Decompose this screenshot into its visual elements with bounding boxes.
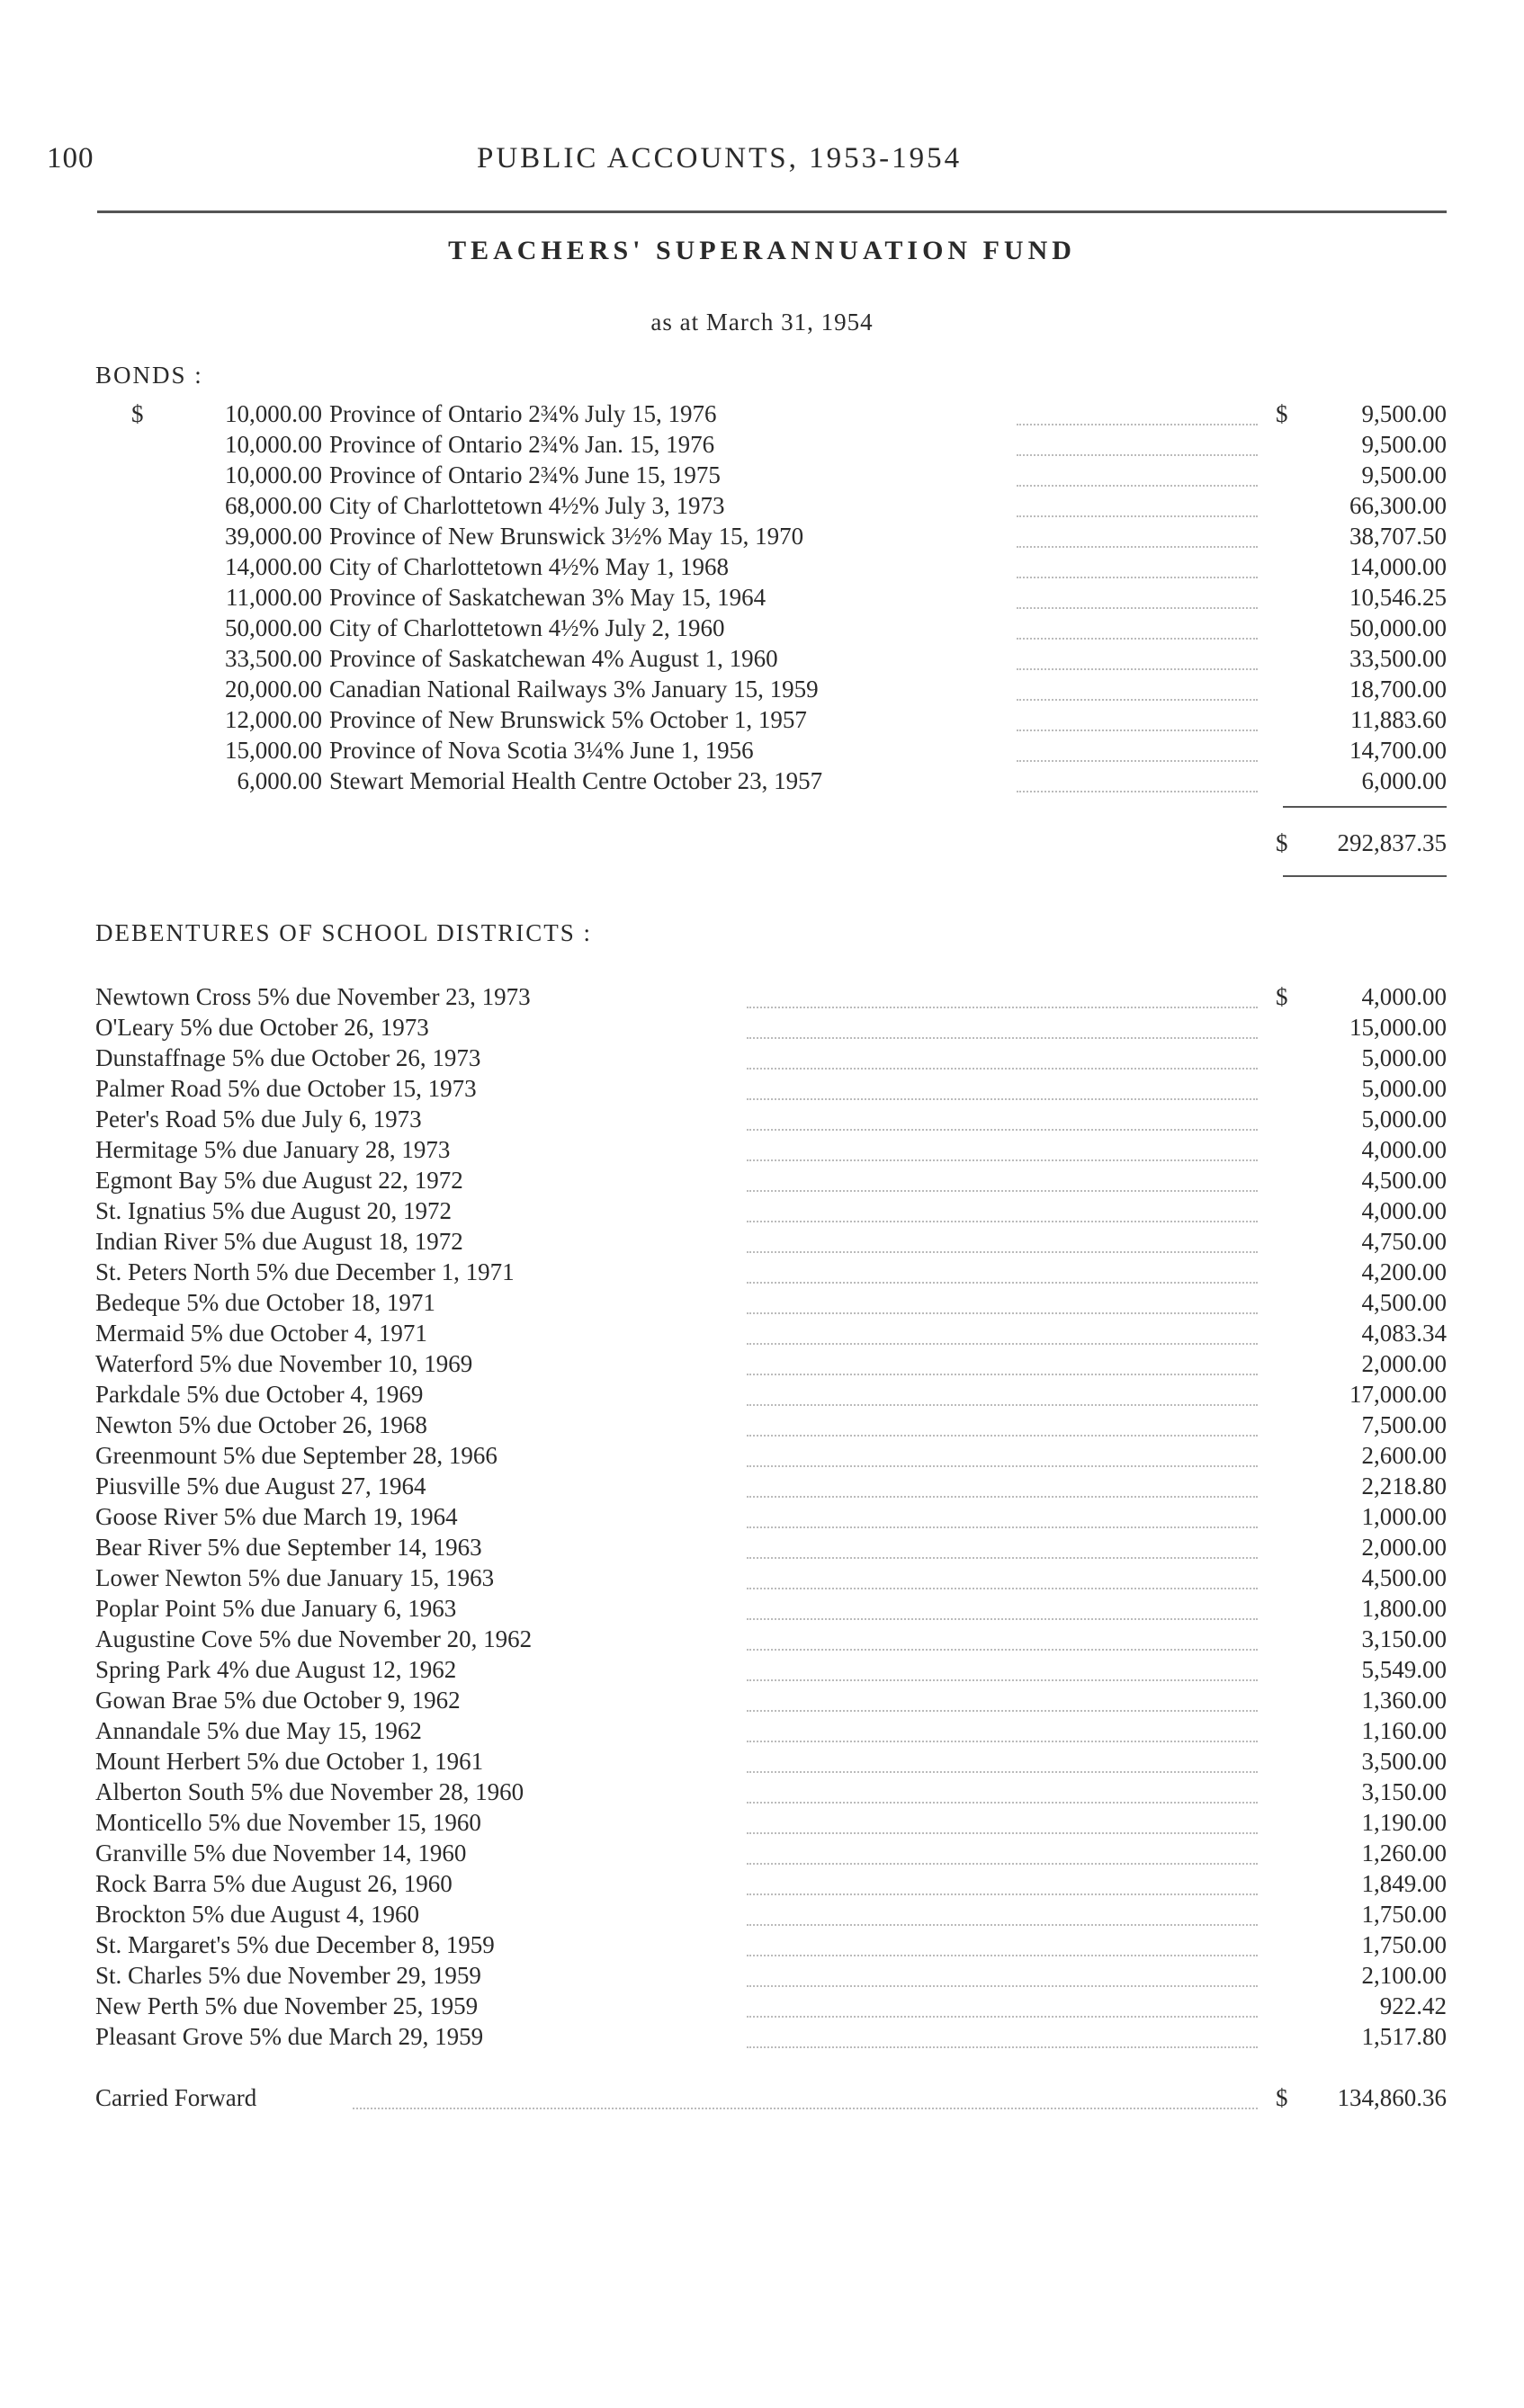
debenture-description: Spring Park 4% due August 12, 1962 (95, 1656, 457, 1683)
leader-dots (747, 1312, 1258, 1314)
bond-book-value: 66,300.00 (1349, 492, 1447, 519)
debenture-description: Lower Newton 5% due January 15, 1963 (95, 1564, 495, 1591)
bond-book-value: 38,707.50 (1349, 523, 1447, 550)
leader-dots (747, 1985, 1258, 1987)
bonds-total-currency: $ (1276, 829, 1288, 856)
debenture-description: St. Charles 5% due November 29, 1959 (95, 1962, 481, 1989)
bond-book-value: 6,000.00 (1361, 767, 1447, 794)
leader-dots (1017, 424, 1258, 425)
debenture-value: 3,500.00 (1361, 1748, 1447, 1775)
debenture-description: Hermitage 5% due January 28, 1973 (95, 1136, 451, 1163)
leader-dots (353, 2108, 1258, 2109)
debenture-value: 2,218.80 (1361, 1473, 1447, 1499)
bond-description: City of Charlottetown 4½% May 1, 1968 (329, 553, 729, 580)
bond-book-value: 14,000.00 (1349, 553, 1447, 580)
debenture-value: 4,000.00 (1361, 1136, 1447, 1163)
debenture-value: 2,000.00 (1361, 1350, 1447, 1377)
leader-dots (1017, 607, 1258, 609)
bond-description: City of Charlottetown 4½% July 2, 1960 (329, 614, 725, 641)
debenture-row (0, 1472, 1524, 1501)
leader-dots (747, 1404, 1258, 1406)
leader-dots (1017, 699, 1258, 701)
bond-description: Province of New Brunswick 5% October 1, 1957 (329, 706, 807, 733)
bond-description: City of Charlottetown 4½% July 3, 1973 (329, 492, 725, 519)
debenture-row (0, 1196, 1524, 1226)
debenture-row (0, 1992, 1524, 2021)
leader-dots (747, 1557, 1258, 1559)
debenture-value: 5,549.00 (1361, 1656, 1447, 1683)
debenture-description: Newtown Cross 5% due November 23, 1973 (95, 983, 531, 1010)
debenture-row (0, 982, 1524, 1012)
debenture-description: Newton 5% due October 26, 1968 (95, 1411, 427, 1438)
debenture-description: Pleasant Grove 5% due March 29, 1959 (95, 2023, 484, 2050)
leader-dots (747, 1251, 1258, 1253)
header-rule (97, 210, 1447, 213)
leader-dots (747, 1955, 1258, 1956)
carried-forward-label: Carried Forward (95, 2084, 257, 2111)
debenture-value: 4,000.00 (1361, 1197, 1447, 1224)
debenture-value: 2,100.00 (1361, 1962, 1447, 1989)
debenture-description: Brockton 5% due August 4, 1960 (95, 1901, 419, 1928)
debenture-value: 1,517.80 (1361, 2023, 1447, 2050)
debenture-row (0, 1930, 1524, 1960)
debenture-value: 4,083.34 (1361, 1320, 1447, 1347)
bond-face-value: 33,500.00 (225, 645, 322, 672)
bond-row (0, 613, 1524, 643)
debenture-row (0, 1747, 1524, 1777)
debenture-row (0, 1288, 1524, 1318)
debenture-description: Goose River 5% due March 19, 1964 (95, 1503, 458, 1530)
debenture-row (0, 2022, 1524, 2052)
debenture-row (0, 1808, 1524, 1838)
debenture-description: Annandale 5% due May 15, 1962 (95, 1717, 422, 1744)
bond-face-currency: $ (131, 400, 144, 427)
debenture-currency: $ (1276, 983, 1288, 1010)
fund-date: as at March 31, 1954 (650, 309, 874, 336)
bond-book-value: 18,700.00 (1349, 676, 1447, 703)
bond-description: Province of Saskatchewan 3% May 15, 1964 (329, 584, 766, 611)
leader-dots (1017, 638, 1258, 640)
debenture-description: Augustine Cove 5% due November 20, 1962 (95, 1625, 533, 1652)
leader-dots (1017, 515, 1258, 517)
debenture-value: 1,849.00 (1361, 1870, 1447, 1897)
debenture-value: 4,500.00 (1361, 1289, 1447, 1316)
debenture-value: 1,360.00 (1361, 1687, 1447, 1714)
debenture-description: Greenmount 5% due September 28, 1966 (95, 1442, 498, 1469)
bond-row (0, 766, 1524, 796)
leader-dots (747, 1893, 1258, 1895)
bond-face-value: 11,000.00 (226, 584, 322, 611)
bond-face-value: 10,000.00 (225, 431, 322, 458)
debenture-description: Gowan Brae 5% due October 9, 1962 (95, 1687, 461, 1714)
bond-row (0, 552, 1524, 582)
debenture-row (0, 1686, 1524, 1715)
debenture-row (0, 1777, 1524, 1807)
debenture-value: 1,160.00 (1361, 1717, 1447, 1744)
carried-forward-value: 134,860.36 (1337, 2084, 1447, 2111)
leader-dots (1017, 730, 1258, 731)
bond-description: Canadian National Railways 3% January 15, 1959 (329, 676, 819, 703)
bond-face-value: 15,000.00 (225, 737, 322, 764)
leader-dots (747, 1343, 1258, 1345)
debenture-description: St. Ignatius 5% due August 20, 1972 (95, 1197, 452, 1224)
debenture-row (0, 1502, 1524, 1532)
debenture-value: 4,750.00 (1361, 1228, 1447, 1255)
debenture-value: 5,000.00 (1361, 1075, 1447, 1102)
debenture-value: 7,500.00 (1361, 1411, 1447, 1438)
debenture-row (0, 1135, 1524, 1165)
debenture-row (0, 1563, 1524, 1593)
leader-dots (747, 2046, 1258, 2048)
debenture-value: 3,150.00 (1361, 1625, 1447, 1652)
debenture-description: Bedeque 5% due October 18, 1971 (95, 1289, 435, 1316)
debenture-description: Egmont Bay 5% due August 22, 1972 (95, 1167, 463, 1194)
bond-face-value: 20,000.00 (225, 676, 322, 703)
debenture-description: Monticello 5% due November 15, 1960 (95, 1809, 481, 1836)
bond-value-currency: $ (1276, 400, 1288, 427)
debenture-description: St. Margaret's 5% due December 8, 1959 (95, 1931, 495, 1958)
leader-dots (747, 1924, 1258, 1926)
debenture-row (0, 1625, 1524, 1654)
bond-book-value: 33,500.00 (1349, 645, 1447, 672)
fund-title: TEACHERS' SUPERANNUATION FUND (448, 236, 1076, 265)
debenture-row (0, 1043, 1524, 1073)
debenture-row (0, 1961, 1524, 1991)
debenture-row (0, 1594, 1524, 1624)
debenture-description: New Perth 5% due November 25, 1959 (95, 1992, 479, 2019)
debenture-row (0, 1319, 1524, 1348)
leader-dots (747, 1282, 1258, 1284)
bond-row (0, 644, 1524, 674)
bond-face-value: 14,000.00 (225, 553, 322, 580)
bonds-total-rule-bottom (1283, 875, 1447, 877)
debenture-value: 4,000.00 (1361, 983, 1447, 1010)
leader-dots (747, 1007, 1258, 1008)
debenture-description: Mermaid 5% due October 4, 1971 (95, 1320, 427, 1347)
debenture-value: 17,000.00 (1349, 1381, 1447, 1408)
leader-dots (747, 1374, 1258, 1375)
bond-book-value: 9,500.00 (1361, 461, 1447, 488)
debenture-description: Rock Barra 5% due August 26, 1960 (95, 1870, 453, 1897)
bond-row (0, 491, 1524, 521)
debenture-row (0, 1105, 1524, 1134)
leader-dots (747, 1526, 1258, 1528)
leader-dots (747, 1832, 1258, 1834)
debenture-value: 15,000.00 (1349, 1014, 1447, 1041)
debenture-value: 4,200.00 (1361, 1258, 1447, 1285)
debenture-row (0, 1380, 1524, 1410)
bond-row (0, 522, 1524, 551)
debenture-value: 5,000.00 (1361, 1044, 1447, 1071)
leader-dots (1017, 577, 1258, 578)
bond-description: Province of New Brunswick 3½% May 15, 1970 (329, 523, 804, 550)
debenture-description: Mount Herbert 5% due October 1, 1961 (95, 1748, 484, 1775)
leader-dots (747, 2016, 1258, 2018)
debenture-row (0, 1410, 1524, 1440)
debenture-value: 5,000.00 (1361, 1106, 1447, 1132)
bond-row (0, 399, 1524, 429)
leader-dots (747, 1098, 1258, 1100)
bond-description: Province of Ontario 2¾% June 15, 1975 (329, 461, 721, 488)
debenture-row (0, 1900, 1524, 1929)
bonds-total-value: 292,837.35 (1337, 829, 1447, 856)
bond-book-value: 10,546.25 (1349, 584, 1447, 611)
bond-row (0, 583, 1524, 613)
carried-forward-row (0, 2083, 1524, 2113)
debenture-value: 1,800.00 (1361, 1595, 1447, 1622)
leader-dots (747, 1679, 1258, 1681)
bond-face-value: 39,000.00 (225, 523, 322, 550)
bond-book-value: 14,700.00 (1349, 737, 1447, 764)
debenture-description: Alberton South 5% due November 28, 1960 (95, 1778, 524, 1805)
bond-row (0, 705, 1524, 735)
debenture-row (0, 1258, 1524, 1287)
leader-dots (747, 1129, 1258, 1131)
bond-row (0, 675, 1524, 704)
debenture-row (0, 1441, 1524, 1471)
leader-dots (1017, 485, 1258, 487)
debenture-value: 2,600.00 (1361, 1442, 1447, 1469)
debenture-value: 1,260.00 (1361, 1840, 1447, 1866)
page-number: 100 (47, 142, 94, 175)
leader-dots (1017, 454, 1258, 456)
carried-forward-currency: $ (1276, 2084, 1288, 2111)
debenture-value: 1,000.00 (1361, 1503, 1447, 1530)
debenture-value: 922.42 (1379, 1992, 1447, 2019)
bond-description: Province of Saskatchewan 4% August 1, 1960 (329, 645, 778, 672)
debenture-row (0, 1227, 1524, 1257)
debenture-row (0, 1869, 1524, 1899)
leader-dots (747, 1710, 1258, 1712)
leader-dots (747, 1037, 1258, 1039)
bond-face-value: 10,000.00 (225, 400, 322, 427)
leader-dots (747, 1435, 1258, 1437)
leader-dots (747, 1190, 1258, 1192)
bonds-total-rule-top (1283, 806, 1447, 808)
debenture-row (0, 1716, 1524, 1746)
debenture-row (0, 1839, 1524, 1868)
bonds-heading: BONDS : (95, 362, 203, 389)
leader-dots (747, 1496, 1258, 1498)
bond-face-value: 10,000.00 (225, 461, 322, 488)
debenture-description: Bear River 5% due September 14, 1963 (95, 1534, 482, 1561)
leader-dots (747, 1159, 1258, 1161)
debenture-description: Granville 5% due November 14, 1960 (95, 1840, 467, 1866)
debenture-description: Waterford 5% due November 10, 1969 (95, 1350, 473, 1377)
leader-dots (747, 1771, 1258, 1773)
bond-book-value: 50,000.00 (1349, 614, 1447, 641)
debenture-value: 2,000.00 (1361, 1534, 1447, 1561)
debenture-value: 1,750.00 (1361, 1931, 1447, 1958)
debenture-description: Indian River 5% due August 18, 1972 (95, 1228, 463, 1255)
debentures-heading: DEBENTURES OF SCHOOL DISTRICTS : (95, 919, 593, 946)
debenture-row (0, 1349, 1524, 1379)
leader-dots (747, 1618, 1258, 1620)
leader-dots (747, 1068, 1258, 1070)
bond-book-value: 9,500.00 (1361, 431, 1447, 458)
debenture-description: Palmer Road 5% due October 15, 1973 (95, 1075, 477, 1102)
debenture-description: Poplar Point 5% due January 6, 1963 (95, 1595, 457, 1622)
debenture-description: Peter's Road 5% due July 6, 1973 (95, 1106, 422, 1132)
leader-dots (747, 1863, 1258, 1865)
leader-dots (747, 1465, 1258, 1467)
bond-face-value: 6,000.00 (237, 767, 322, 794)
debenture-row (0, 1074, 1524, 1104)
leader-dots (1017, 791, 1258, 792)
debenture-row (0, 1655, 1524, 1685)
leader-dots (747, 1741, 1258, 1742)
leader-dots (747, 1802, 1258, 1804)
leader-dots (1017, 668, 1258, 670)
debenture-description: St. Peters North 5% due December 1, 1971 (95, 1258, 515, 1285)
leader-dots (747, 1221, 1258, 1222)
bond-description: Province of Nova Scotia 3¼% June 1, 1956 (329, 737, 754, 764)
debenture-value: 1,190.00 (1361, 1809, 1447, 1836)
bond-row (0, 430, 1524, 460)
debenture-value: 1,750.00 (1361, 1901, 1447, 1928)
debenture-value: 4,500.00 (1361, 1167, 1447, 1194)
debenture-description: Parkdale 5% due October 4, 1969 (95, 1381, 424, 1408)
leader-dots (747, 1588, 1258, 1589)
bond-book-value: 11,883.60 (1350, 706, 1447, 733)
bond-face-value: 68,000.00 (225, 492, 322, 519)
debenture-row (0, 1166, 1524, 1195)
debenture-value: 3,150.00 (1361, 1778, 1447, 1805)
leader-dots (1017, 546, 1258, 548)
debenture-description: Piusville 5% due August 27, 1964 (95, 1473, 426, 1499)
bond-description: Province of Ontario 2¾% Jan. 15, 1976 (329, 431, 715, 458)
leader-dots (1017, 760, 1258, 762)
bond-face-value: 50,000.00 (225, 614, 322, 641)
bond-row (0, 736, 1524, 765)
debenture-row (0, 1533, 1524, 1562)
bond-book-value: 9,500.00 (1361, 400, 1447, 427)
debenture-row (0, 1013, 1524, 1043)
bond-row (0, 461, 1524, 490)
bond-description: Province of Ontario 2¾% July 15, 1976 (329, 400, 717, 427)
debenture-description: O'Leary 5% due October 26, 1973 (95, 1014, 429, 1041)
debenture-value: 4,500.00 (1361, 1564, 1447, 1591)
leader-dots (747, 1649, 1258, 1651)
bond-face-value: 12,000.00 (225, 706, 322, 733)
bond-description: Stewart Memorial Health Centre October 23, 1957 (329, 767, 823, 794)
running-title: PUBLIC ACCOUNTS, 1953-1954 (477, 142, 963, 175)
debenture-description: Dunstaffnage 5% due October 26, 1973 (95, 1044, 481, 1071)
